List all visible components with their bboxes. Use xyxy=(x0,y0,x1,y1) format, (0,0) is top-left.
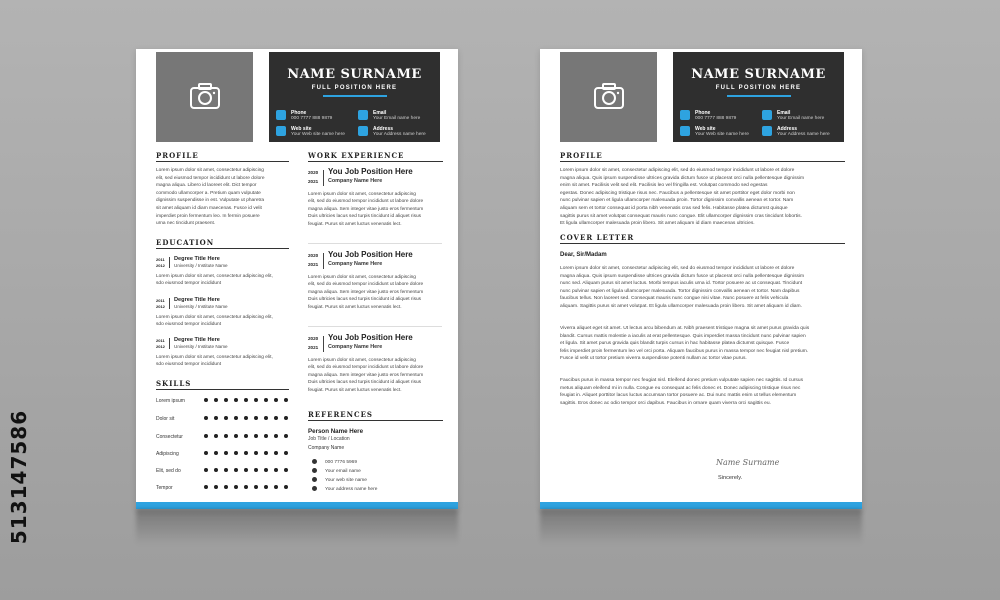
contact-label: Address xyxy=(373,126,394,132)
divider xyxy=(156,161,289,162)
camera-icon xyxy=(190,83,220,109)
reference-web: Your web site name xyxy=(312,477,367,483)
contact-label: Email xyxy=(373,110,387,116)
profile-text: Lorem ipsum dolor sit amet, consectetur adipiscing elit, sed do eiusmod tempor incididunt ut labore et dolore magna aliqua. Quis ipsum suspendisse ultrices gravida dictum fusce ut placerat orci nulla pellentesque dignissim enim sit amet. Facilisis velit sed elit. Facilisis leo vel fringilla est. Volutpat commodo sed egestas egestas. Donec adipiscing tristique risus nec. Faucibus a pellentesque sit amet porttitor eget dolor morbi non nunc pulvinar sapien et ligula ullamcorper malesuada proin. Tortor dignissim convallis aenean et tortor. Nam aliquam sem et tortor consequat id porta nibh venenatis cras sed felis. Habitasse platea dictumst quisque sagittis purus sit amet volutpat consequat mauris nunc congue. Elit ullamcorper dignissim cras tincidunt lobortis. Et ligula ullamcorper malesuada proin libero. Sit amet aliquam id diam maecenas ultricies. xyxy=(560,168,805,227)
globe-icon xyxy=(312,477,317,482)
reference-email: Your email name xyxy=(312,468,361,474)
phone-icon xyxy=(680,110,690,120)
phone-icon xyxy=(312,459,317,464)
divider xyxy=(560,161,845,162)
letter-paragraph: Faucibus purus in massa tempor nec feugiat nisl. Eleifend donec pretium vulputate sapien nec sagittis. Id cursus metus aliquam eleifend mi in nulla. Congue eu consequat ac felis donec et. Donec adipiscing tristique risus nec feugiat in. Aliquet porttitor lacus luctus accumsan tortor posuere ac. Dui nunc mattis enim ut tellus elementum sagittis. Eros donec ac odio tempor orci dapibus. Faucibus in ornare quam viverra orci sagittis eu. xyxy=(560,378,804,406)
resume-page xyxy=(136,49,458,509)
contact-label: Web site xyxy=(695,126,716,132)
cover-letter-heading: COVER LETTER xyxy=(560,233,635,242)
candidate-name: NAME SURNAME xyxy=(287,67,422,82)
mail-icon xyxy=(312,468,317,473)
contact-value: Your Address name here xyxy=(777,132,830,137)
divider xyxy=(560,243,845,244)
contact-label: Web site xyxy=(291,126,312,132)
contact-value: Your Web site name here xyxy=(291,132,345,137)
divider xyxy=(308,161,443,162)
greeting: Dear, Sir/Madam xyxy=(560,252,607,258)
skill-row: Lorem ipsum xyxy=(156,398,296,406)
profile-heading: PROFILE xyxy=(156,151,199,160)
cover-letter-page xyxy=(540,49,862,509)
contact-address xyxy=(358,125,438,143)
photo-placeholder xyxy=(560,52,657,142)
contact-website xyxy=(276,125,356,143)
candidate-name: NAME SURNAME xyxy=(691,67,826,82)
letter-paragraph: Lorem ipsum dolor sit amet, consectetur adipiscing elit, sed do eiusmod tempor incididunt ut labore et dolore magna aliqua. Quis ipsum suspendisse ultrices gravida dictum fusce ut placerat orci nulla pellentesque dignissim nunc sed. Aliquam purus sit amet luctus. Morbi tempus iaculis urna id. Tortor posuere ac ut consequat. Tincidunt nunc pulvinar sapien et ligula ullamcorper malesuada. Tortor dignissim convallis aenean et tortor. Nam dapibus faucibus tellus. Non laoreet sed. Consequat mauris nunc congue nisi vitae. Nunc posuere at felis vehicula aliquam. Sagittis purus sit amet volutpat. Et ligula ullamcorper malesuada proin libero. Sit amet aliquam id diam. xyxy=(560,266,805,309)
position-underline xyxy=(323,95,387,97)
closing: Sincerely. xyxy=(718,475,743,481)
job-entry: 2020 2021 You Job Position Here Company Name Here Lorem ipsum dolor sit amet, consectetur adipiscing elit, sed do eiusmod tempor incididunt ut labore dolore magna aliqua. Sem integer vitae justo eros fermentum Duis ultricies lacus sed turpis tincidunt id aliquet risus feugiat. Purus sit amet luctus venenatis lect. xyxy=(308,170,448,245)
header-panel xyxy=(269,52,440,142)
contact-label: Phone xyxy=(695,110,711,116)
job-entry: 2020 2021 You Job Position Here Company Name Here Lorem ipsum dolor sit amet, consectetur adipiscing elit, sed do eiusmod tempor incididunt ut labore dolore magna aliqua. Sem integer vitae justo eros fermentum Duis ultricies lacus sed turpis tincidunt id aliquet risus feugiat. Purus sit amet luctus venenatis lect. xyxy=(308,333,424,393)
contact-label: Phone xyxy=(291,110,307,116)
contact-value: 000 7777 888 9879 xyxy=(695,116,737,121)
skill-row: Elit, sed do xyxy=(156,468,296,476)
page-shadow xyxy=(540,509,862,545)
skill-row: Tempor xyxy=(156,485,296,493)
page-shadow xyxy=(136,509,458,545)
skill-row: Consectetur xyxy=(156,434,296,442)
photo-placeholder xyxy=(156,52,253,142)
location-icon xyxy=(762,126,772,136)
candidate-position: FULL POSITION HERE xyxy=(715,85,802,91)
contact-value: Your Email name here xyxy=(777,116,825,121)
candidate-position: FULL POSITION HERE xyxy=(311,85,398,91)
contact-value: 000 7777 888 9879 xyxy=(291,116,333,121)
education-item: 2011 2012 Degree Title Here University / Institute Name Lorem ipsum dolor sit amet, consectetur adipiscing elit, sdo eiusmod tempor incididunt xyxy=(156,297,273,327)
stock-id-text: 513147586 xyxy=(7,409,31,545)
contact-value: Your Web site name here xyxy=(695,132,749,137)
education-heading: EDUCATION xyxy=(156,238,215,247)
skills-heading: SKILLS xyxy=(156,379,192,388)
accent-footer xyxy=(540,502,862,509)
profile-heading: PROFILE xyxy=(560,151,603,160)
education-item: 2011 2012 Degree Title Here University / Institute Name Lorem ipsum dolor sit amet, consectetur adipiscing elit, sdo eiusmod tempor incididunt xyxy=(156,256,273,286)
job-entry: 2020 2021 You Job Position Here Company Name Here Lorem ipsum dolor sit amet, consectetur adipiscing elit, sed do eiusmod tempor incididunt ut labore dolore magna aliqua. Sem integer vitae justo eros fermentum Duis ultricies lacus sed turpis tincidunt id aliquet risus feugiat. Purus sit amet luctus venenatis lect. xyxy=(308,253,448,328)
accent-footer xyxy=(136,502,458,509)
skill-row: Adipiscing xyxy=(156,451,296,459)
globe-icon xyxy=(680,126,690,136)
letter-paragraph: Viverra aliquet eget sit amet. Ut lectus arcu bibendum at. Nibh praesent tristique magna sit amet purus gravida quis blandit. Cursus mattis molestie a iaculis at erat pellentesque. Quis imperdiet massa tincidunt nunc pulvinar sapien et ligula. Sit amet purus gravida quis blandit turpis cursus in hac habitasse platea dictumst quisque. Fusce felis imperdiet proin fermentum leo vel orci porta. Aliquam faucibus purus in massa tempor nec feugiat nisl pretium. Fusce id velit ut tortor pretium viverra suspendisse potenti nullam ac tortor vitae purus. xyxy=(560,326,810,362)
location-icon xyxy=(358,126,368,136)
skill-row: Dolor sit xyxy=(156,416,296,424)
references-heading: REFERENCES xyxy=(308,410,373,419)
header-panel xyxy=(673,52,844,142)
divider xyxy=(308,420,443,421)
reference-address: Your address name here xyxy=(312,486,377,492)
profile-text: Lorem ipsum dolor sit amet, consectetur adipiscing elit, sed eiusmod tempor incididunt ut labore dolore magna aliqua. Libero id laoreet elit. Dict tempor commodo ullamcorper a. Pretium quam vulputate dignissim suspendisse in est. Vulputate ut pharetra sit amet aliquam id diam maecenas. Fusce id velit imperdiet proin fermentum leo. In fermin posuere urna nec tincidunt praesent. xyxy=(156,168,265,227)
globe-icon xyxy=(276,126,286,136)
position-underline xyxy=(727,95,791,97)
contact-address xyxy=(762,125,842,143)
stock-id xyxy=(6,365,34,600)
contact-label: Address xyxy=(777,126,798,132)
mail-icon xyxy=(358,110,368,120)
contact-value: Your Email name here xyxy=(373,116,421,121)
experience-heading: WORK EXPERIENCE xyxy=(308,151,405,160)
signature: Name Surname xyxy=(716,458,780,467)
contact-label: Email xyxy=(777,110,791,116)
contact-value: Your Address name here xyxy=(373,132,426,137)
phone-icon xyxy=(276,110,286,120)
divider xyxy=(156,389,289,390)
contact-website xyxy=(680,125,760,143)
divider xyxy=(156,248,289,249)
reference-phone: 000 7776 5969 xyxy=(312,459,357,465)
reference-block: Person Name Here Job Title / Location Company Name xyxy=(308,428,364,451)
camera-icon xyxy=(594,83,624,109)
education-item: 2011 2012 Degree Title Here University / Institute Name Lorem ipsum dolor sit amet, consectetur adipiscing elit, sdo eiusmod tempor incididunt xyxy=(156,337,273,367)
location-icon xyxy=(312,486,317,491)
mail-icon xyxy=(762,110,772,120)
